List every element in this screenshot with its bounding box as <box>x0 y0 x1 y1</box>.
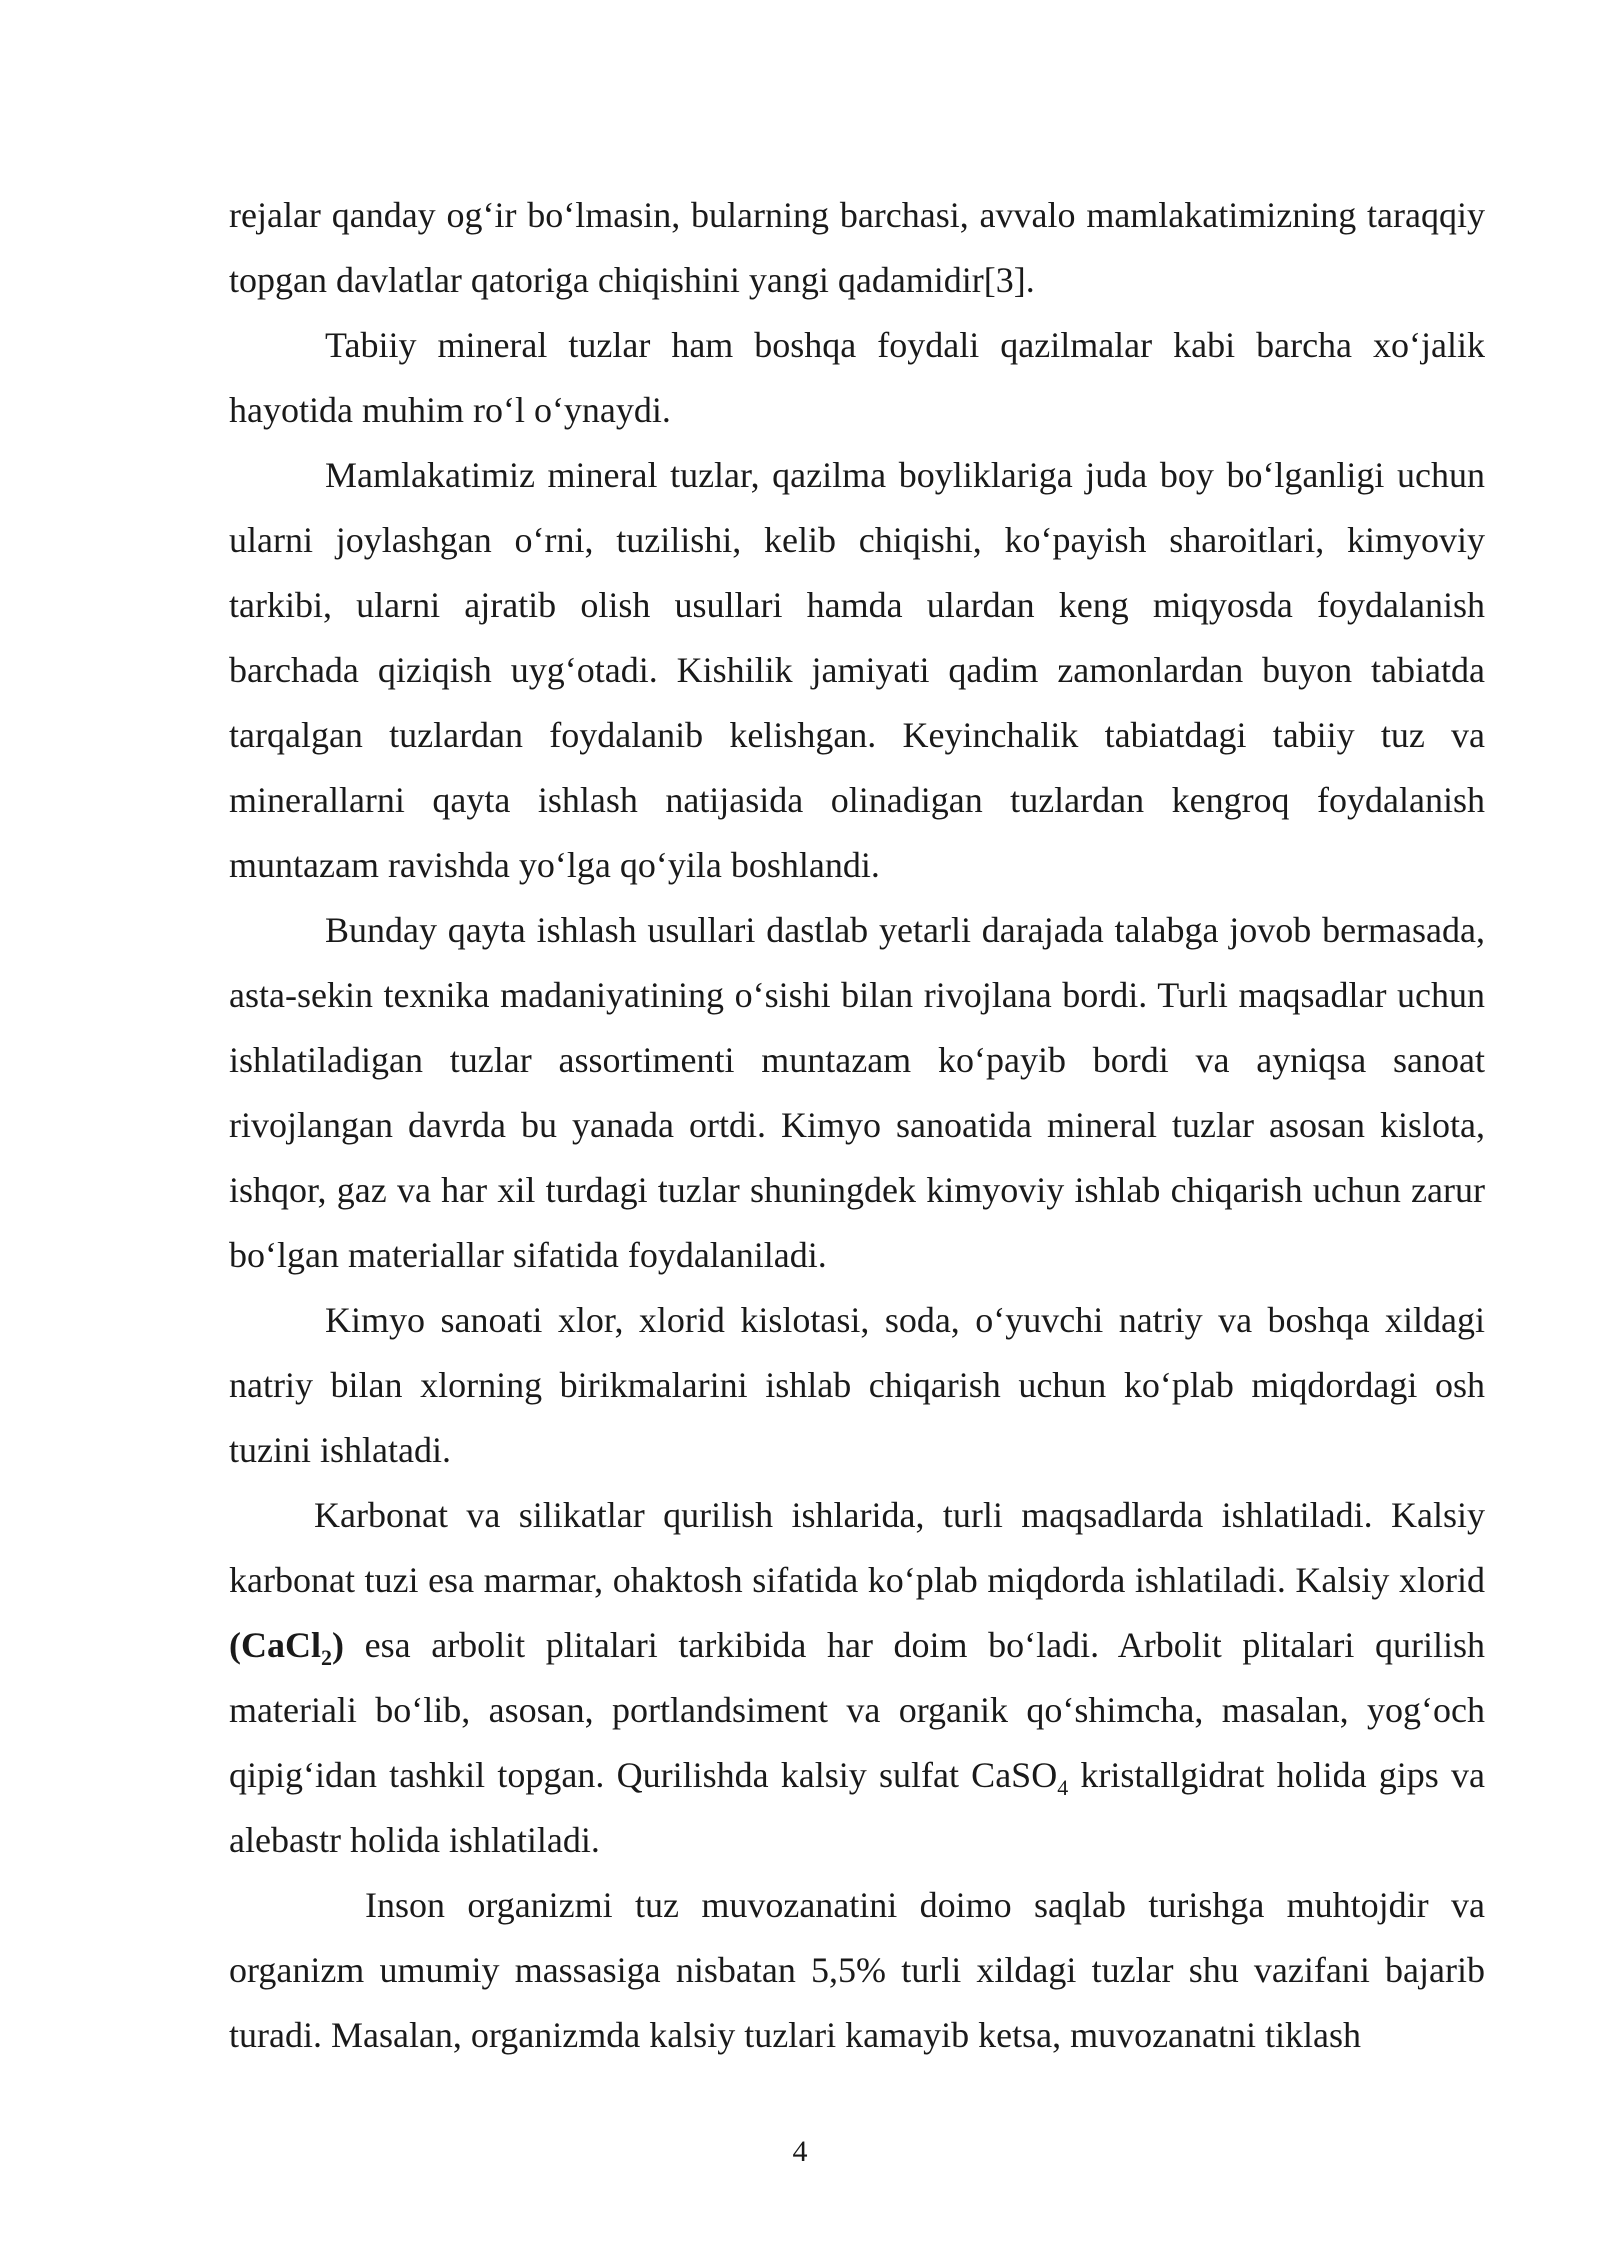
page-number: 4 <box>792 2135 808 2168</box>
paragraph-text: esa arbolit plitalari tarkibida har doim bo‘ladi. Arbolit plitalari qurilish materiali bo‘lib, asosan, portlandsiment va organik qo‘shimcha, masalan, yog‘och qipig‘idan tashkil topgan. Qurilishda kalsiy sulfat CaSO <box>229 1625 1485 1795</box>
formula-cacl2: (CaCl$_2$) <box>229 1625 344 1671</box>
paragraph-continuation: rejalar qanday og‘ir bo‘lmasin, bularning barchasi, avvalo mamlakatimizning taraqqiy topgan davlatlar qatoriga chiqishini yangi qadamidir[3]. <box>229 195 1485 300</box>
formula-caso4-subscript: 4 <box>1057 1775 1069 1801</box>
paragraph-text: kristallgidrat holida gips va alebastr holida ishlatiladi. <box>229 1755 1485 1860</box>
paragraph-mineral-salts-role: Tabiiy mineral tuzlar ham boshqa foydali qazilmalar kabi barcha xo‘jalik hayotida muhim ro‘l o‘ynaydi. <box>229 325 1485 430</box>
document-body <box>229 183 1485 2068</box>
paragraph-construction-uses <box>229 1483 1485 1873</box>
paragraph-text: Karbonat va silikatlar qurilish ishlarida, turli maqsadlarda ishlatiladi. Kalsiy karbonat tuzi esa marmar, ohaktosh sifatida ko‘plab miqdorda ishlatiladi. Kalsiy xlorid <box>229 1495 1485 1600</box>
paragraph-human-organism: Inson organizmi tuz muvozanatini doimo saqlab turishga muhtojdir va organizm umumiy massasiga nisbatan 5,5% turli xildagi tuzlar shu vazifani bajarib turadi. Masalan, organizmda kalsiy tuzlari kamayib ketsa, muvozanatni tiklash <box>229 1885 1485 2055</box>
paragraph-chemical-industry: Kimyo sanoati xlor, xlorid kislotasi, soda, o‘yuvchi natriy va boshqa xildagi natriy bilan xlorning birikmalarini ishlab chiqarish uchun ko‘plab miqdordagi osh tuzini ishlatadi. <box>229 1300 1485 1470</box>
paragraph-country-resources: Mamlakatimiz mineral tuzlar, qazilma boyliklariga juda boy bo‘lganligi uchun ularni joylashgan o‘rni, tuzilishi, kelib chiqishi, ko‘payish sharoitlari, kimyoviy tarkibi, ularni ajratib olish usullari hamda ulardan keng miqyosda foydalanish barchada qiziqish uyg‘otadi. Kishilik jamiyati qadim zamonlardan buyon tabiatda tarqalgan tuzlardan foydalanib kelishgan. Keyinchalik tabiatdagi tabiiy tuz va minerallarni qayta ishlash natijasida olinadigan tuzlardan kengroq foydalanish muntazam ravishda yo‘lga qo‘yila boshlandi. <box>229 455 1485 885</box>
paragraph-processing-methods: Bunday qayta ishlash usullari dastlab yetarli darajada talabga jovob bermasada, asta-sekin texnika madaniyatining o‘sishi bilan rivojlana bordi. Turli maqsadlar uchun ishlatiladigan tuzlar assortimenti muntazam ko‘payib bordi va ayniqsa sanoat rivojlangan davrda bu yanada ortdi. Kimyo sanoatida mineral tuzlar asosan kislota, ishqor, gaz va har xil turdagi tuzlar shuningdek kimyoviy ishlab chiqarish uchun zarur bo‘lgan materiallar sifatida foydalaniladi. <box>229 910 1485 1275</box>
